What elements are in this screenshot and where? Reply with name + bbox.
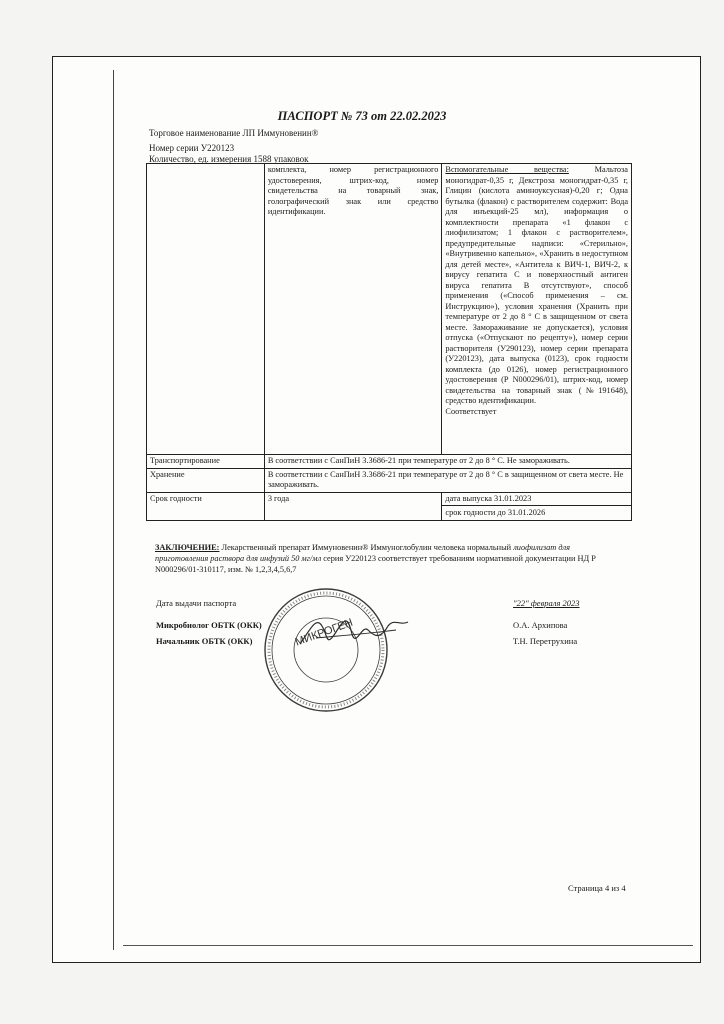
conclusion bbox=[155, 543, 625, 575]
dates-cell bbox=[442, 492, 632, 520]
table-row bbox=[147, 468, 632, 492]
shelf-value: 3 года bbox=[264, 492, 442, 520]
head-label: Начальник ОБТК (ОКК) bbox=[156, 636, 253, 646]
document-title: ПАСПОРТ № 73 от 22.02.2023 bbox=[277, 109, 447, 123]
excipients-text: Мальтоза моногидрат-0,35 г, Декстроза моногидрат-0,35 г, Глицин (кислота аминоуксусная)-0,20 г; Одна бутылка (флакон) с растворителем содержит: Вода для инъекций-25 мл), информация о комплектности препарата «1 флакон с лиофилизатом; 1 флакон с растворителем», предупредительные надписи: «Стерильно», «Внутривенно капельно», «Хранить в недоступном для детей месте», «Антитела к ВИЧ-1, ВИЧ-2, к вирусу гепатита С и поверхностный антиген вируса гепатита В отсутствуют», способ применения («Способ применения – см. Инструкцию»), условия хранения (Хранить при температуре от 2 до 8 ° С в защищенном от света месте. Замораживание не допускается), условия отпуска («Отпускают по рецепту»), номер серии растворителя (У290123), номер серии препарата (У220123), дата выпуска (0123), срок годности комплекта (до 0126), номер регистрационного удостоверения (Р N000296/01), штрих-код, номер свидетельства на товарный знак (№191648), средство идентификации. bbox=[445, 165, 628, 405]
shelf-label: Срок годности bbox=[147, 492, 265, 520]
conclusion-italic: лиофилизат для приготовления раствора для инфузий 50 мг/мл bbox=[155, 543, 571, 563]
microbiologist-label: Микробиолог ОБТК (ОКК) bbox=[156, 620, 262, 630]
result-text: Соответствует bbox=[445, 406, 497, 416]
transport-value: В соответствии с СанПиН 3.3686-21 при температуре от 2 до 8 ° С. Не замораживать. bbox=[264, 455, 631, 469]
table-row bbox=[147, 455, 632, 469]
cell-text bbox=[445, 165, 628, 407]
table-cell-empty bbox=[147, 164, 265, 455]
table-cell bbox=[442, 164, 632, 455]
table-row bbox=[147, 492, 632, 520]
head-name: Т.Н. Перетрухина bbox=[513, 636, 578, 646]
conclusion-label: ЗАКЛЮЧЕНИЕ: bbox=[155, 543, 220, 552]
signature-icon bbox=[293, 608, 412, 660]
passport-table bbox=[146, 163, 632, 521]
issue-date-label: Дата выдачи паспорта bbox=[156, 598, 237, 608]
table-row bbox=[147, 164, 632, 455]
microbiologist-name: О.А. Архипова bbox=[513, 620, 568, 630]
release-date: дата выпуска 31.01.2023 bbox=[442, 494, 631, 507]
series-number: Номер серии У220123 bbox=[149, 143, 235, 153]
trade-name: Торговое наименование ЛП Иммуновенин® bbox=[149, 128, 319, 138]
cell-text: комплекта, номер регистрационного удостоверения, штрих-код, номер свидетельства на товарный знак, голографический знак или средство идентификации. bbox=[267, 165, 439, 216]
conclusion-text-2: серия У220123 соответствует требованиям нормативной документации НД Р N000296/01-310117, изм. № 1,2,3,4,5,6,7 bbox=[155, 553, 596, 574]
stamp-text: МИКРОГЕН bbox=[293, 616, 355, 649]
conclusion-text: Лекарственный препарат Иммуновенин® Иммуноглобулин человека нормальный bbox=[219, 543, 514, 552]
scan-edge-line bbox=[113, 70, 114, 950]
storage-label: Хранение bbox=[147, 468, 265, 492]
table-cell bbox=[264, 164, 442, 455]
excipients-label: Вспомогательные вещества: bbox=[445, 165, 569, 174]
expiry-date: срок годности до 31.01.2026 bbox=[445, 508, 546, 517]
storage-value: В соответствии с СанПиН 3.3686-21 при температуре от 2 до 8 ° С в защищенном от света месте. Не замораживать. bbox=[264, 468, 631, 492]
quantity: Количество, ед. измерения 1588 упаковок bbox=[149, 154, 309, 164]
scan-edge-line-bottom bbox=[123, 945, 693, 946]
transport-label: Транспортирование bbox=[147, 455, 265, 469]
issue-date-value: "22" февраля 2023 bbox=[513, 598, 580, 608]
page-number: Страница 4 из 4 bbox=[568, 883, 626, 893]
